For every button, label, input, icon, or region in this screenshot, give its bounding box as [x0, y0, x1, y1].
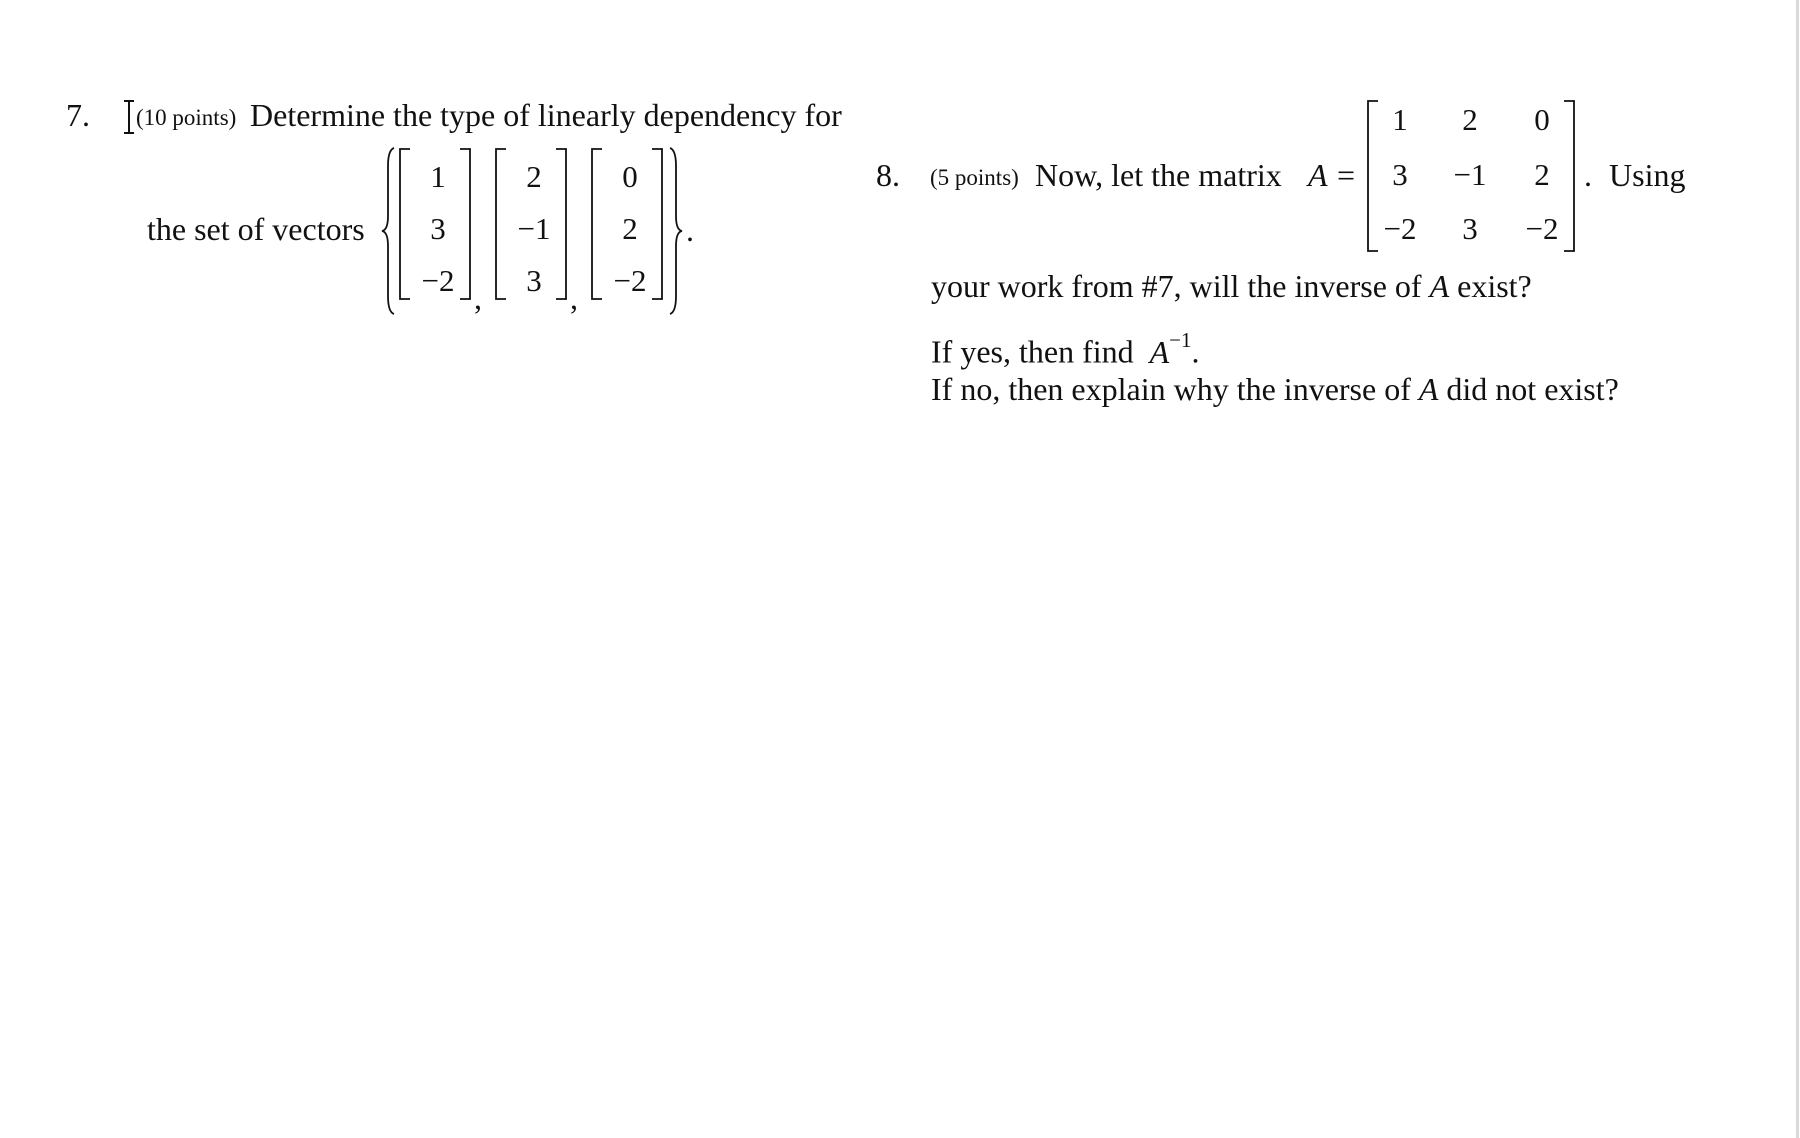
text-cursor-icon: [123, 100, 135, 134]
vector-3-left-bracket: [590, 148, 604, 300]
q7-points: (10 points): [136, 105, 237, 130]
matrix-a-r3c1: −2: [1383, 211, 1417, 246]
matrix-a-r2c3: 2: [1534, 157, 1550, 192]
matrix-a-left-bracket: [1366, 100, 1380, 252]
vector-3-entry-1: 0: [622, 159, 638, 194]
vector-2-right-bracket: [554, 148, 568, 300]
q8-line2-end: exist?: [1457, 268, 1532, 304]
q8-line3-start: If yes, then find: [931, 333, 1134, 370]
vector-3-right-bracket: [650, 148, 664, 300]
vector-3-entry-2: 2: [622, 211, 638, 246]
matrix-a-r2c2: −1: [1453, 157, 1487, 192]
q8-line-2: [931, 268, 1532, 304]
vector-2-comma: ,: [570, 280, 578, 316]
matrix-a-r3c2: 3: [1462, 211, 1478, 246]
q8-line3-end: .: [1191, 333, 1200, 370]
vector-1-right-bracket: [458, 148, 472, 300]
vector-1-entry-2: 3: [430, 211, 446, 246]
page-edge: [1796, 0, 1799, 1138]
q7-period: .: [686, 212, 694, 248]
matrix-a-r1c2: 2: [1462, 102, 1478, 137]
vector-2-entry-3: 3: [526, 263, 542, 298]
q8-number: 8.: [876, 157, 900, 193]
matrix-a-r3c3: −2: [1525, 211, 1559, 246]
q8-line4-end: did not exist?: [1446, 371, 1619, 407]
vector-1-entry-3: −2: [421, 263, 455, 298]
vector-2-entry-2: −1: [517, 211, 551, 246]
q8-line2-start: your work from #7, will the inverse of: [931, 268, 1422, 304]
set-close-brace: [664, 146, 684, 316]
matrix-a-r1c1: 1: [1392, 102, 1408, 137]
q8-equals: =: [1337, 157, 1356, 193]
matrix-a-r2c1: 3: [1392, 157, 1408, 192]
vector-1-comma: ,: [474, 280, 482, 316]
q8-matrix-var: A: [1308, 157, 1328, 193]
vector-2-left-bracket: [494, 148, 508, 300]
q8-lead: Now, let the matrix: [1035, 157, 1282, 193]
vector-2-entry-1: 2: [526, 159, 542, 194]
vector-1-entry-1: 1: [430, 159, 446, 194]
q8-line-3: [931, 326, 1200, 370]
matrix-a-r1c3: 0: [1534, 102, 1550, 137]
q7-prompt-line1: Determine the type of linearly dependency for: [250, 97, 842, 133]
q8-points: (5 points): [930, 165, 1019, 190]
q8-line2-var: A: [1429, 268, 1450, 304]
matrix-a-right-bracket: [1562, 100, 1576, 252]
q8-using: Using: [1609, 157, 1686, 193]
q8-inverse-exponent: −1: [1169, 328, 1192, 352]
q8-line-4: [931, 371, 1619, 407]
q7-number: 7.: [66, 97, 90, 133]
vector-3-entry-3: −2: [613, 263, 647, 298]
q8-line4-start: If no, then explain why the inverse of: [931, 371, 1411, 407]
vector-1-left-bracket: [398, 148, 412, 300]
q8-matrix-period: .: [1584, 157, 1592, 193]
q8-line4-var: A: [1418, 371, 1439, 407]
q7-prompt-line2: the set of vectors: [147, 211, 365, 247]
q8-inverse-var: A: [1149, 333, 1170, 370]
set-open-brace: [380, 146, 400, 316]
